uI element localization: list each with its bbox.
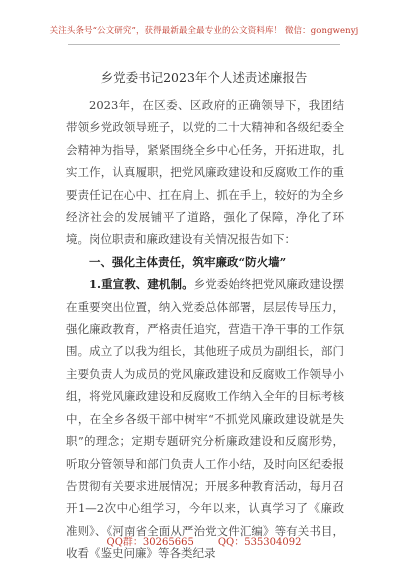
footer-qq: QQ：535304092: [217, 537, 302, 548]
footer-qq-group: QQ群：30265665: [106, 537, 194, 548]
subsection-paragraph: [66, 273, 344, 564]
section-heading: 一、强化主体责任，筑牢廉政“防火墙”: [89, 254, 287, 269]
document-body: [66, 94, 344, 565]
subsection-heading: 1.重宣教、建机制。: [89, 277, 194, 292]
subsection-text: 乡党委始终把党风廉政建设摆在重要突出位置，纳入党委总体部署，层层传导压力，强化廉政教育，严格责任追究，营造干净干事的工作氛围。成立了以我为组长，其他班子成员为副组长，部门主要负责人为成员的党风廉政建设和反腐败工作领导小组，将党风廉政建设和反腐败工作纳入全年的目标考核中，在全乡各级干部中树牢“不抓党风廉政建设就是失职”的理念；定期专题研究分析廉政建设和反腐形势，听取分管领导和部门负责人工作小结，及时向区纪委报告贯彻有关要求进展情况；开展多种教育活动，每月召开1—2次中心组学习，今年以来，认真学习了《廉政准则》、《河南省全面从严治党文件汇编》等有关书目，收看《鉴史问廉》等各类纪录: [66, 277, 344, 561]
intro-paragraph: 2023年，在区委、区政府的正确领导下，我团结带领乡党政领导班子，以党的二十大精神和各级纪委全会精神为指导，紧紧围绕全乡中心任务，开拓进取，扎实工作，认真履职，把党风廉政建设和反腐败工作的重要责任记在心中、扛在肩上、抓在手上，较好的为全乡经济社会的发展铺平了道路，强化了保障，净化了环境。岗位职责和廉政建设有关情况报告如下：: [66, 98, 344, 247]
footer-contact: [0, 533, 408, 548]
header-divider: [68, 44, 340, 45]
header-note: 关注头条号“公文研究”，获得最新最全最专业的公文资料库！ 微信：gongwenyj: [49, 26, 359, 36]
document-title: 乡党委书记2023年个人述责述廉报告: [100, 70, 308, 85]
